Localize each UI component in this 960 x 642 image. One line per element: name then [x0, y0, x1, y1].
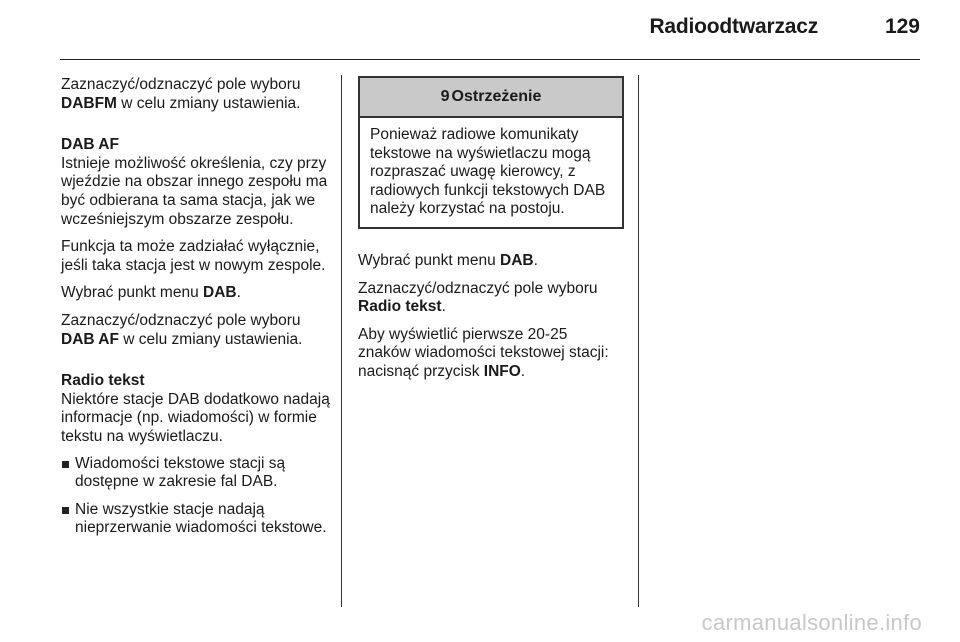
bullet-square-icon	[62, 507, 69, 514]
warning-text: Ponieważ radiowe komunikaty tekstowe na wyświetlaczu mogą rozpraszać uwagę kierowcy, z radiowych funkcji tekstowych DAB należy korzystać na postoju.	[370, 126, 606, 218]
warning-box	[358, 76, 624, 229]
left-column	[61, 76, 336, 538]
dab-term: DAB	[500, 251, 534, 269]
bullet-list	[61, 455, 336, 538]
paragraph-dab-af-note: Funkcja ta może zadziałać wyłącznie, jeśli taka stacja jest w nowym zespole.	[61, 238, 326, 274]
info-term: INFO	[483, 362, 521, 380]
warning-header	[360, 78, 622, 118]
dab-af-term: DAB AF	[61, 330, 119, 348]
middle-column	[358, 76, 624, 382]
heading-radio-tekst: Radio tekst	[61, 372, 145, 390]
paragraph-select-menu: Wybrać punkt menu DAB.	[61, 284, 241, 302]
column-divider-1	[341, 75, 342, 607]
warning-title: Ostrzeżenie	[451, 87, 542, 105]
header-rule	[60, 59, 920, 60]
heading-dab-af: DAB AF	[61, 136, 119, 154]
dabfm-term: DABFM	[61, 94, 117, 112]
paragraph-radio-tekst-toggle: Zaznaczyć/odznaczyć pole wyboru Radio tekst.	[358, 279, 598, 316]
dab-term: DAB	[203, 284, 237, 302]
radio-tekst-term: Radio tekst	[358, 298, 442, 316]
bullet-square-icon	[62, 461, 69, 468]
page-number: 129	[884, 15, 920, 38]
paragraph-dab-af-toggle: Zaznaczyć/odznaczyć pole wyboru DAB AF w celu zmiany ustawienia.	[61, 311, 303, 348]
paragraph-info-button: Aby wyświetlić pierwsze 20-25 znaków wiadomości tekstowej stacji: nacisnąć przycisk INFO.	[358, 325, 609, 380]
paragraph-radio-tekst-intro: Niektóre stacje DAB dodatkowo nadają informacje (np. wiadomości) w formie tekstu na wyświetlaczu.	[61, 390, 330, 445]
list-item: Nie wszystkie stacje nadają nieprzerwanie wiadomości tekstowe.	[61, 501, 336, 538]
list-item: Wiadomości tekstowe stacji są dostępne w zakresie fal DAB.	[61, 455, 336, 492]
paragraph-dabfm: Zaznaczyć/odznaczyć pole wyboru DABFM w celu zmiany ustawienia.	[61, 76, 301, 112]
warning-icon: 9	[440, 87, 450, 105]
column-divider-2	[638, 75, 639, 607]
paragraph-dab-af-intro: Istnieje możliwość określenia, czy przy wjeździe na obszar innego zespołu ma być odbierana ta sama stacja, jak we wcześniejszym obszarze zespołu.	[61, 154, 328, 228]
watermark: carmanualsonline.info	[701, 610, 922, 635]
section-title: Radioodtwarzacz	[649, 15, 818, 38]
paragraph-select-dab: Wybrać punkt menu DAB.	[358, 251, 538, 269]
